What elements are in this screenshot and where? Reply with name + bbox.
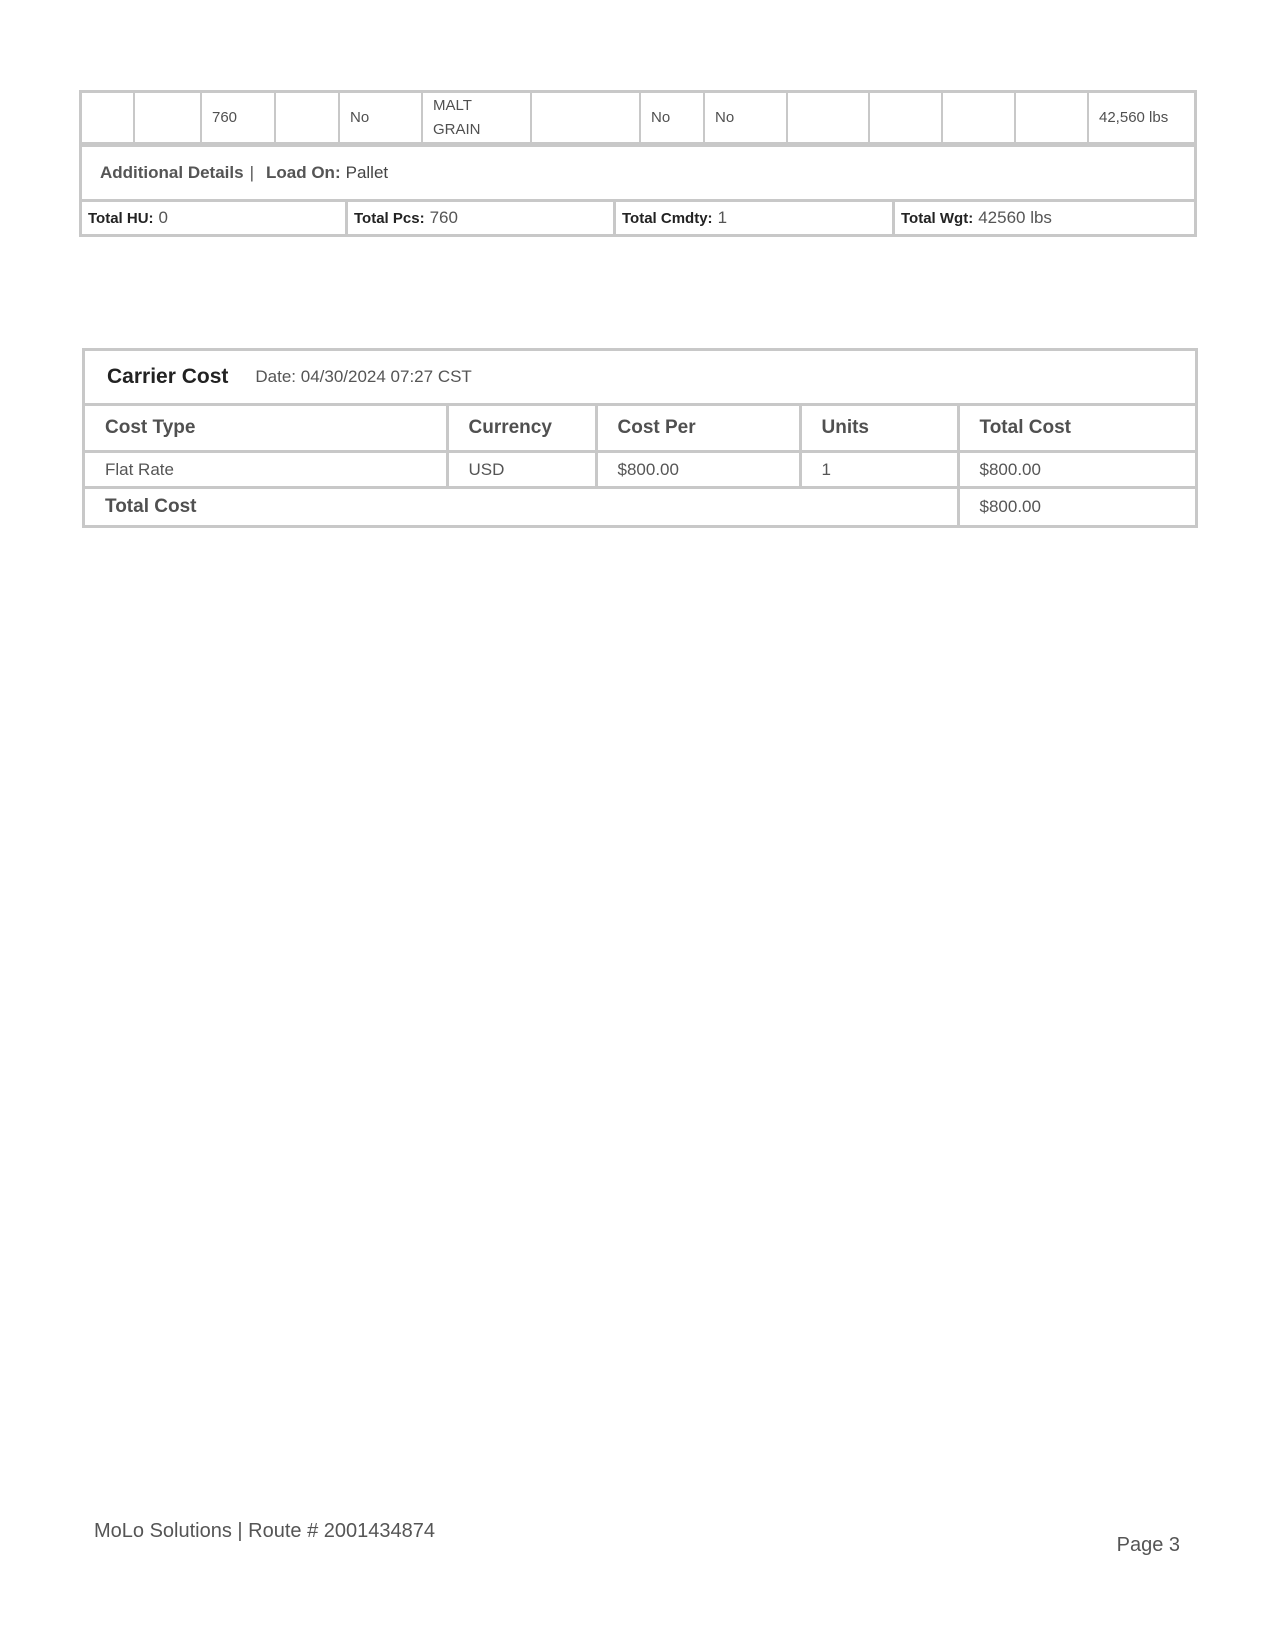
total-pcs-label: Total Pcs:: [354, 209, 425, 227]
total-wgt-value: 42560 lbs: [978, 208, 1052, 227]
column-header-cost-per: Cost Per: [596, 406, 800, 452]
carrier-cost-header: [85, 351, 1195, 406]
total-hu-value: 0: [158, 208, 169, 227]
carrier-cost-table: [82, 348, 1198, 528]
total-wgt: [895, 202, 1194, 234]
additional-details: [82, 144, 1194, 202]
commodity-table: [79, 90, 1197, 237]
additional-details-label: Additional Details: [100, 163, 244, 182]
total-cost-row: [85, 488, 1195, 526]
total-pcs: [348, 202, 616, 234]
total-cost-label: Total Cost: [85, 488, 958, 526]
commodity-cell: [82, 93, 134, 143]
currency-cell: USD: [447, 452, 596, 488]
commodity-cell: [531, 93, 640, 143]
cost-per-cell: $800.00: [596, 452, 800, 488]
commodity-cell: No: [704, 93, 787, 143]
total-hu-label: Total HU:: [88, 209, 154, 227]
cost-header-row: [85, 406, 1195, 452]
total-cost-value: $800.00: [958, 488, 1195, 526]
column-header-currency: Currency: [447, 406, 596, 452]
total-pcs-value: 760: [429, 208, 458, 227]
commodity-cell: [869, 93, 942, 143]
cost-type-cell: Flat Rate: [85, 452, 447, 488]
table-row: [85, 452, 1195, 488]
load-on-value: Pallet: [345, 163, 389, 182]
carrier-cost-date: Date: 04/30/2024 07:27 CST: [255, 367, 472, 386]
page-number: Page 3: [1116, 1534, 1180, 1556]
column-header-cost-type: Cost Type: [85, 406, 447, 452]
commodity-weight-cell: 42,560 lbs: [1088, 93, 1194, 143]
commodity-cell: [134, 93, 201, 143]
details-separator: |: [249, 163, 254, 182]
commodity-cell: [942, 93, 1015, 143]
commodity-cell: No: [640, 93, 704, 143]
total-cmdty: [616, 202, 895, 234]
total-cmdty-value: 1: [717, 208, 728, 227]
commodity-cell: [275, 93, 339, 143]
total-cmdty-label: Total Cmdty:: [622, 209, 713, 227]
column-header-total-cost: Total Cost: [958, 406, 1195, 452]
commodity-pieces-cell: 760: [201, 93, 275, 143]
carrier-cost-title: Carrier Cost: [107, 365, 229, 388]
commodity-description-cell: MALT GRAIN: [422, 93, 531, 143]
total-cost-cell: $800.00: [958, 452, 1195, 488]
commodity-cell: No: [339, 93, 422, 143]
commodity-cell: [1015, 93, 1088, 143]
units-cell: 1: [800, 452, 958, 488]
total-wgt-label: Total Wgt:: [901, 209, 974, 227]
commodity-cell: [787, 93, 869, 143]
commodity-row: [82, 93, 1194, 143]
total-hu: [82, 202, 348, 234]
column-header-units: Units: [800, 406, 958, 452]
footer-route: MoLo Solutions | Route # 2001434874: [94, 1520, 436, 1542]
load-on-label: Load On:: [266, 163, 341, 182]
totals-row: [82, 202, 1194, 234]
